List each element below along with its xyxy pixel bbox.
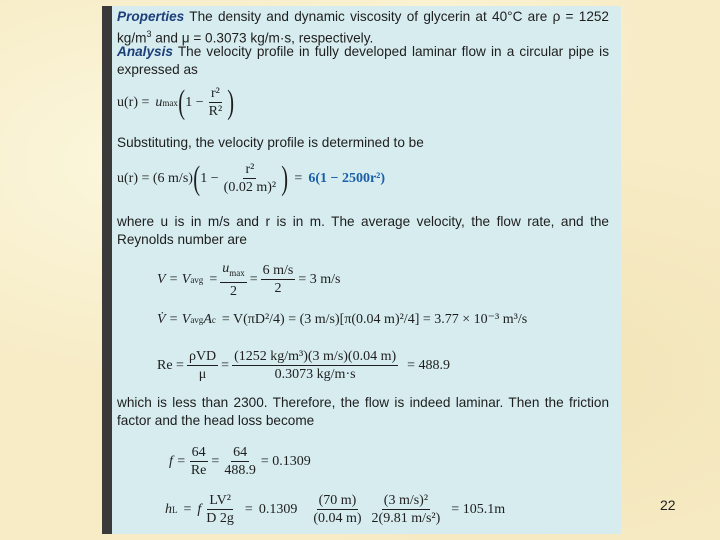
substituting-text: Substituting, the velocity profile is determined to be bbox=[117, 135, 424, 150]
eq-flow-ac-sub: c bbox=[211, 314, 216, 325]
eq-hl-fraction-3 bbox=[370, 493, 443, 526]
eq-re-num2: (1252 kg/m³)(3 m/s)(0.04 m) bbox=[234, 349, 397, 364]
eq-flow-ac: A bbox=[203, 311, 212, 327]
eq-f-fraction-1 bbox=[189, 445, 209, 478]
eq-f-den1: Re bbox=[190, 463, 207, 478]
slide-number: 22 bbox=[660, 497, 676, 513]
eq-hl-eq1: = bbox=[183, 501, 192, 517]
velocity-profile-equation: u(r) = u max ( 1 − $\frac{\text{r²}}{\text{R²}}$ ) bbox=[117, 83, 235, 121]
eq-hl-eq2: = bbox=[244, 501, 253, 517]
analysis-text: The velocity profile in fully developed laminar flow in a circular pipe is expressed as bbox=[117, 44, 610, 77]
eq-hl-lhs-sub: L bbox=[172, 504, 178, 515]
eq-vavg-den2: 2 bbox=[274, 281, 282, 297]
eq-profile-fraction bbox=[207, 86, 225, 119]
analysis-label: Analysis bbox=[117, 44, 173, 59]
eq-vavg-result: = 3 m/s bbox=[298, 271, 341, 287]
eq-re-fraction-1 bbox=[187, 349, 218, 382]
eq-re-num1: ρVD bbox=[188, 349, 217, 364]
eq-hl-num3: (3 m/s)² bbox=[383, 493, 429, 508]
head-loss-equation bbox=[165, 493, 505, 526]
eq-hl-lhs: h bbox=[165, 501, 172, 517]
eq-vavg-eq1: = bbox=[209, 271, 218, 287]
eq-re-eq1: = bbox=[221, 357, 230, 373]
eq-profile-coef: u bbox=[155, 94, 163, 110]
eq-re-den1: μ bbox=[198, 367, 207, 382]
eq-vavg-num1-sub: max bbox=[229, 267, 245, 278]
eq-f-den2: 488.9 bbox=[224, 463, 256, 478]
properties-mu: and μ = 0.3073 kg/m·s, respectively. bbox=[151, 30, 374, 46]
eq-hl-f: f bbox=[197, 501, 202, 517]
eq-vavg-eq2: = bbox=[249, 271, 258, 287]
where-paragraph bbox=[117, 213, 609, 248]
eq-re-lhs: Re = bbox=[157, 357, 184, 373]
eq-re-den2: 0.3073 kg/m·s bbox=[274, 367, 356, 382]
eq-subst-result: 6(1 − 2500r²) bbox=[308, 170, 386, 186]
eq-profile-den: R² bbox=[208, 104, 223, 119]
eq-re-fraction-2 bbox=[232, 349, 398, 382]
eq-f-num1: 64 bbox=[191, 445, 206, 460]
properties-paragraph: Properties The density and dynamic viscosity of glycerin at 40°C are ρ = 1252 $kg/m^3$ and μ = 0.3073 kg/m·s, respectively. bbox=[117, 9, 609, 46]
properties-text: The density and dynamic viscosity of glycerin at 40°C are bbox=[189, 9, 548, 24]
friction-factor-equation bbox=[169, 445, 311, 478]
eq-subst-one: 1 − bbox=[200, 170, 219, 186]
eq-f-num2: 64 bbox=[233, 445, 248, 460]
eq-hl-fraction-2 bbox=[311, 493, 363, 526]
eq-hl-num2: (70 m) bbox=[318, 493, 357, 508]
eq-profile-num: r² bbox=[210, 86, 220, 101]
eq-vavg-den1: 2 bbox=[229, 283, 237, 299]
eq-f-fraction-2 bbox=[222, 445, 258, 478]
where-text: where u is in m/s and r is in m. The average velocity, the flow rate, and the Reynolds number are bbox=[117, 214, 609, 247]
eq-subst-fraction bbox=[222, 162, 278, 195]
eq-vavg-num2: 6 m/s bbox=[262, 263, 294, 279]
eq-flow-lhs-sub: avg bbox=[190, 314, 204, 325]
reynolds-equation bbox=[157, 349, 450, 382]
eq-f-result: = 0.1309 bbox=[260, 453, 311, 469]
solution-panel bbox=[102, 6, 621, 534]
eq-hl-den2: (0.04 m) bbox=[313, 511, 362, 526]
eq-vavg-num1: u bbox=[222, 261, 230, 276]
eq-hl-fraction-1 bbox=[204, 493, 236, 526]
eq-profile-one: 1 − bbox=[185, 94, 204, 110]
eq-f-lhs: f = bbox=[169, 453, 186, 469]
substituted-profile-equation: u(r) = (6 m/s) ( 1 − $\frac{\text{r²}}{\text{(0.02 m)²}}$ ) = 6(1 − 2500r²) bbox=[117, 159, 386, 197]
properties-rho: ρ = 1252 kg/m bbox=[117, 9, 609, 46]
solution-content bbox=[117, 6, 609, 534]
eq-profile-coef-sub: max bbox=[162, 97, 178, 108]
properties-label: Properties bbox=[117, 9, 185, 24]
eq-flow-rest: = V(πD²/4) = (3 m/s)[π(0.04 m)²/4] = 3.77 × 10⁻³ m³/s bbox=[221, 312, 528, 327]
eq-re-result: = 488.9 bbox=[407, 357, 451, 373]
flow-rate-equation bbox=[157, 311, 527, 328]
eq-hl-den3: 2(9.81 m/s²) bbox=[371, 511, 441, 526]
eq-subst-num: r² bbox=[245, 162, 255, 177]
eq-flow-lhs: V̇ = V bbox=[157, 311, 191, 327]
eq-hl-den1: D 2g bbox=[206, 511, 234, 526]
eq-hl-result: = 105.1m bbox=[451, 501, 506, 517]
eq-hl-coef: 0.1309 bbox=[258, 501, 298, 517]
eq-profile-lhs: u(r) = bbox=[117, 94, 150, 110]
eq-subst-den: (0.02 m)² bbox=[223, 180, 277, 195]
eq-subst-eq: = bbox=[294, 170, 303, 186]
eq-f-eq1: = bbox=[211, 453, 220, 469]
substituting-paragraph bbox=[117, 134, 609, 152]
which-text: which is less than 2300. Therefore, the flow is indeed laminar. Then the friction factor and the head loss become bbox=[117, 395, 609, 428]
eq-vavg-fraction-1 bbox=[220, 261, 247, 299]
panel-left-strip bbox=[102, 6, 112, 534]
eq-hl-num1: LV² bbox=[209, 493, 231, 508]
eq-vavg-lhs: V = V bbox=[157, 271, 191, 287]
average-velocity-equation bbox=[157, 261, 340, 299]
eq-vavg-fraction-2 bbox=[261, 263, 296, 296]
eq-subst-lhs: u(r) = (6 m/s) bbox=[117, 170, 193, 186]
which-paragraph bbox=[117, 394, 609, 429]
eq-vavg-lhs-sub: avg bbox=[190, 274, 204, 285]
analysis-paragraph bbox=[117, 43, 609, 78]
